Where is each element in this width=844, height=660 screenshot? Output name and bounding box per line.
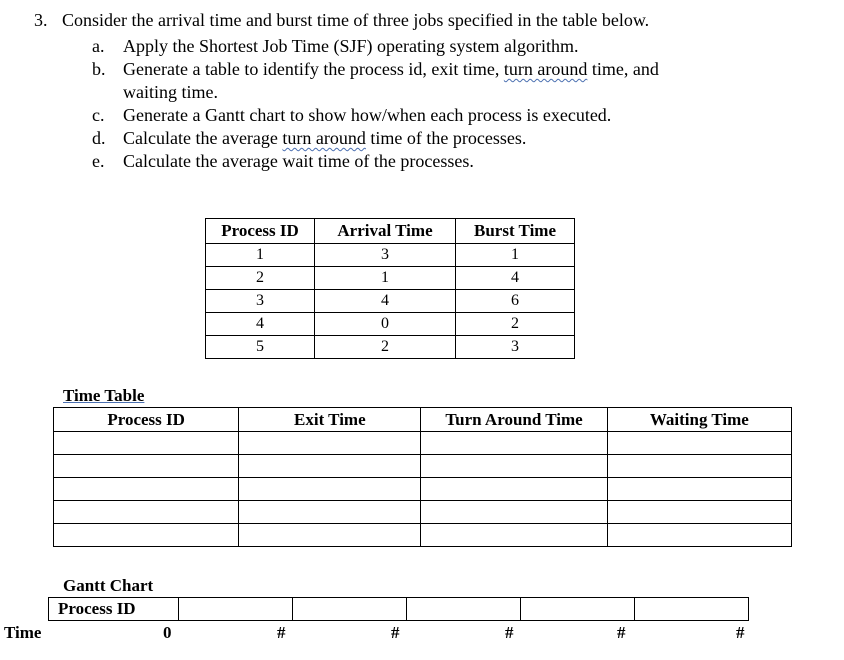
- table-cell: [239, 501, 421, 524]
- table-cell: 1: [456, 244, 575, 267]
- gantt-chart-title: Gantt Chart: [63, 576, 154, 595]
- table-cell: [239, 432, 421, 455]
- table-cell: [607, 501, 791, 524]
- table-cell: [54, 501, 239, 524]
- job-table: [205, 218, 575, 359]
- table-row: [54, 455, 792, 478]
- column-header: Exit Time: [239, 408, 421, 432]
- table-cell: [607, 432, 791, 455]
- sub-letter: b.: [92, 59, 106, 79]
- gantt-time-tick: 0: [163, 623, 172, 642]
- table-cell: [421, 501, 607, 524]
- table-cell: 0: [315, 313, 456, 336]
- gantt-cell: [407, 598, 521, 621]
- table-row: [206, 244, 575, 267]
- table-cell: [54, 432, 239, 455]
- sub-text: Calculate the average turn around time of the processes.: [123, 128, 527, 148]
- sub-letter: e.: [92, 151, 105, 171]
- time-table-header: [54, 408, 792, 432]
- sub-text: Generate a table to identify the process id, exit time, turn around time, and: [123, 59, 659, 79]
- spell-underlined-term: turn around: [503, 59, 588, 79]
- gantt-time-tick: #: [391, 623, 400, 642]
- table-row: [206, 313, 575, 336]
- table-cell: 2: [206, 267, 315, 290]
- table-cell: [54, 524, 239, 547]
- table-cell: [607, 455, 791, 478]
- table-cell: 4: [315, 290, 456, 313]
- table-cell: [421, 478, 607, 501]
- table-cell: 3: [456, 336, 575, 359]
- table-cell: [607, 524, 791, 547]
- sub-text: Generate a Gantt chart to show how/when each process is executed.: [123, 105, 612, 125]
- table-cell: 1: [206, 244, 315, 267]
- table-cell: [239, 455, 421, 478]
- table-cell: 5: [206, 336, 315, 359]
- table-cell: 3: [315, 244, 456, 267]
- time-table: [53, 407, 792, 547]
- table-cell: 4: [206, 313, 315, 336]
- job-table-header: [206, 219, 575, 244]
- gantt-time-tick: #: [736, 623, 745, 642]
- question-number: 3.: [34, 10, 48, 30]
- table-cell: [421, 455, 607, 478]
- table-row: [206, 267, 575, 290]
- gantt-time-tick: #: [277, 623, 286, 642]
- gantt-cell: [293, 598, 407, 621]
- sub-text: Calculate the average wait time of the processes.: [123, 151, 474, 171]
- table-cell: 1: [315, 267, 456, 290]
- table-row: [206, 290, 575, 313]
- sub-letter: c.: [92, 105, 105, 125]
- table-cell: [239, 524, 421, 547]
- table-cell: 3: [206, 290, 315, 313]
- table-row: [54, 478, 792, 501]
- column-header: Burst Time: [456, 219, 575, 244]
- sub-letter: d.: [92, 128, 106, 148]
- table-cell: 2: [315, 336, 456, 359]
- sub-letter: a.: [92, 36, 105, 56]
- table-cell: [421, 524, 607, 547]
- gantt-cell: [521, 598, 635, 621]
- gantt-time-label: Time: [4, 623, 42, 642]
- column-header: Process ID: [54, 408, 239, 432]
- gantt-cell: [179, 598, 293, 621]
- column-header: Waiting Time: [607, 408, 791, 432]
- gantt-time-tick: #: [505, 623, 514, 642]
- gantt-row: [49, 598, 749, 621]
- table-row: [54, 524, 792, 547]
- gantt-time-tick: #: [617, 623, 626, 642]
- table-cell: [607, 478, 791, 501]
- table-row: [54, 501, 792, 524]
- table-cell: 2: [456, 313, 575, 336]
- gantt-row-label: Process ID: [49, 598, 179, 621]
- table-cell: [421, 432, 607, 455]
- time-table-title: Time Table: [63, 386, 145, 405]
- table-row: [206, 336, 575, 359]
- table-cell: [239, 478, 421, 501]
- gantt-chart: [48, 597, 749, 621]
- table-cell: 6: [456, 290, 575, 313]
- sub-text: Apply the Shortest Job Time (SJF) operating system algorithm.: [123, 36, 579, 56]
- gantt-cell: [635, 598, 749, 621]
- spell-underlined-term: turn around: [282, 128, 366, 148]
- column-header: Arrival Time: [315, 219, 456, 244]
- table-row: [54, 432, 792, 455]
- table-cell: [54, 455, 239, 478]
- question-text: Consider the arrival time and burst time of three jobs specified in the table below.: [62, 10, 650, 30]
- table-cell: [54, 478, 239, 501]
- column-header: Turn Around Time: [421, 408, 607, 432]
- sub-text-continuation: waiting time.: [123, 82, 218, 102]
- table-cell: 4: [456, 267, 575, 290]
- column-header: Process ID: [206, 219, 315, 244]
